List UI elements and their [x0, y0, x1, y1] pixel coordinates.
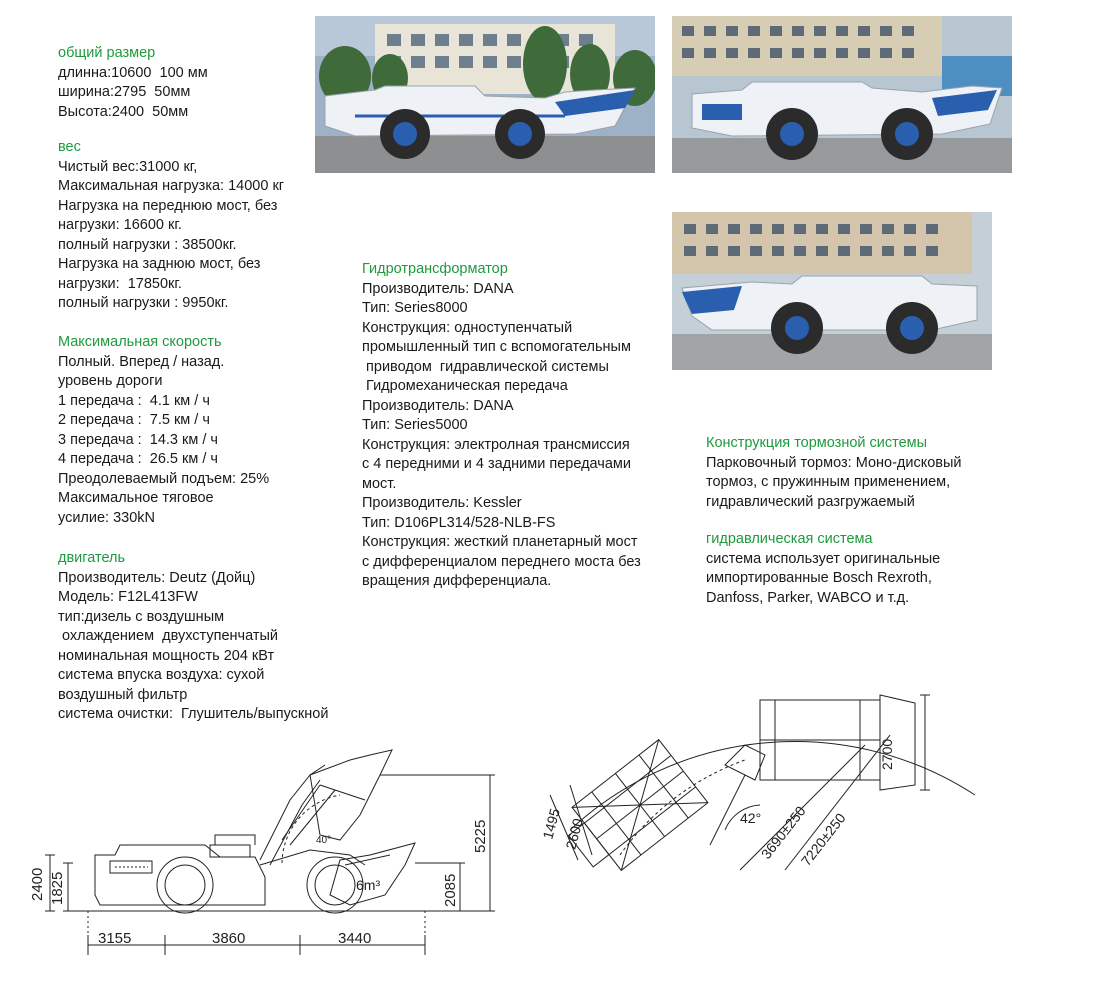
dim-bucket-capacity: 6m³ [356, 877, 381, 893]
spec-line: Гидромеханическая передача [362, 378, 568, 394]
spec-line: нагрузки: 17850кг. [58, 275, 182, 292]
spec-line: охлаждением двухступенчатый [58, 628, 278, 644]
dim-rear-length: 3155 [98, 930, 132, 947]
section-engine [58, 549, 328, 725]
spec-line: Тип: Series8000 [362, 300, 468, 316]
loader-photo-3-image [672, 212, 992, 370]
spec-line: Нагрузка на переднюю мост, без [58, 197, 278, 214]
spec-line: Парковочный тормоз: Моно-дисковый [706, 454, 962, 471]
spec-line: Тип: Series5000 [362, 417, 468, 433]
spec-line: с 4 передними и 4 задними передачами [362, 456, 631, 472]
loader-photo-1-image [315, 16, 655, 173]
spec-line: Производитель: Deutz (Дойц) [58, 569, 256, 586]
spec-line: Производитель: Kessler [362, 495, 522, 511]
spec-line: Тип: D106PL314/528-NLB-FS [362, 514, 556, 531]
section-heading: вес [58, 139, 81, 155]
section-max-speed [58, 333, 269, 528]
side-view-drawing [20, 745, 520, 985]
dim-width-2600: 2600 [562, 816, 586, 851]
photo-loader-side-2 [672, 16, 1012, 173]
spec-line: Чистый вес:31000 кг, [58, 158, 198, 175]
spec-line: Danfoss, Parker, WABCO и т.д. [706, 589, 910, 606]
spec-line: Конструкция: жесткий планетарный мост [362, 534, 638, 550]
spec-line: Максимальная нагрузка: 14000 кг [58, 178, 285, 194]
spec-line: промышленный тип с вспомогательным [362, 339, 631, 355]
spec-line: тип:дизель с воздушным [58, 608, 225, 625]
dim-chassis-height: 1825 [49, 871, 66, 905]
spec-line: длинна:10600 100 мм [58, 64, 208, 81]
dim-articulation-angle: 42° [740, 810, 762, 826]
dim-max-lift-height: 5225 [472, 819, 489, 853]
spec-line: система использует оригинальные [706, 550, 941, 567]
spec-line: усилие: 330kN [58, 509, 156, 526]
spec-line: Полный. Вперед / назад. [58, 353, 225, 370]
section-hydraulic-system [706, 530, 940, 608]
section-brake-system [706, 434, 962, 512]
spec-line: система очистки: Глушитель/выпускной [58, 706, 329, 722]
turning-radius-drawing [530, 655, 1000, 880]
spec-line: Модель: F12L413FW [58, 589, 198, 605]
spec-line: 1 передача : 4.1 км / ч [58, 392, 210, 409]
section-weight [58, 138, 284, 314]
photo-loader-side-3 [672, 212, 992, 370]
dim-dump-height: 2085 [442, 873, 459, 907]
spec-line: воздушный фильтр [58, 686, 188, 703]
section-overall-size [58, 44, 208, 122]
spec-line: система впуска воздуха: сухой [58, 667, 265, 683]
spec-line: приводом гидравлической системы [362, 358, 609, 375]
section-heading: общий размер [58, 45, 156, 61]
spec-line: Преодолеваемый подъем: 25% [58, 470, 270, 487]
spec-line: уровень дороги [58, 373, 163, 389]
spec-line: нагрузки: 16600 кг. [58, 217, 182, 233]
spec-line: 3 передача : 14.3 км / ч [58, 431, 218, 448]
spec-line: ширина:2795 50мм [58, 84, 191, 100]
spec-line: Высота:2400 50мм [58, 103, 189, 120]
spec-line: номинальная мощность 204 кВт [58, 647, 275, 664]
dim-bucket-angle: 40° [316, 835, 332, 846]
section-heading: двигатель [58, 550, 126, 566]
dim-width-2700: 2700 [879, 738, 895, 770]
spec-line: Конструкция: электролная трансмиссия [362, 436, 630, 453]
spec-line: с дифференциалом переднего моста без [362, 553, 641, 570]
section-torque-converter [362, 260, 641, 592]
spec-line: полный нагрузки : 38500кг. [58, 236, 237, 253]
dim-inner-radius: 3690±250 [757, 802, 809, 862]
spec-line: Максимальное тяговое [58, 490, 214, 506]
spec-line: тормоз, с пружинным применением, [706, 474, 951, 490]
dim-overall-height: 2400 [29, 867, 46, 901]
spec-line: мост. [362, 475, 397, 492]
spec-line: Конструкция: одноступенчатый [362, 319, 573, 336]
section-heading: Конструкция тормозной системы [706, 435, 928, 451]
spec-line: Производитель: DANA [362, 280, 514, 297]
dim-width-1495: 1495 [539, 806, 563, 841]
spec-line: полный нагрузки : 9950кг. [58, 295, 229, 311]
spec-line: импортированные Bosch Rexroth, [706, 570, 932, 586]
spec-line: 2 передача : 7.5 км / ч [58, 412, 210, 428]
spec-line: Нагрузка на заднюю мост, без [58, 256, 261, 272]
spec-line: вращения дифференциала. [362, 573, 552, 589]
dim-wheelbase: 3860 [212, 930, 246, 947]
photo-loader-side-1 [315, 16, 655, 173]
section-heading: Гидротрансформатор [362, 261, 508, 277]
section-heading: Максимальная скорость [58, 334, 222, 350]
dim-front-length: 3440 [338, 930, 372, 947]
dim-outer-radius: 7220±250 [797, 809, 849, 869]
spec-line: гидравлический разгружаемый [706, 493, 915, 510]
spec-line: 4 передача : 26.5 км / ч [58, 451, 218, 467]
loader-photo-2-image [672, 16, 1012, 173]
section-heading: гидравлическая система [706, 531, 873, 547]
spec-line: Производитель: DANA [362, 397, 514, 414]
